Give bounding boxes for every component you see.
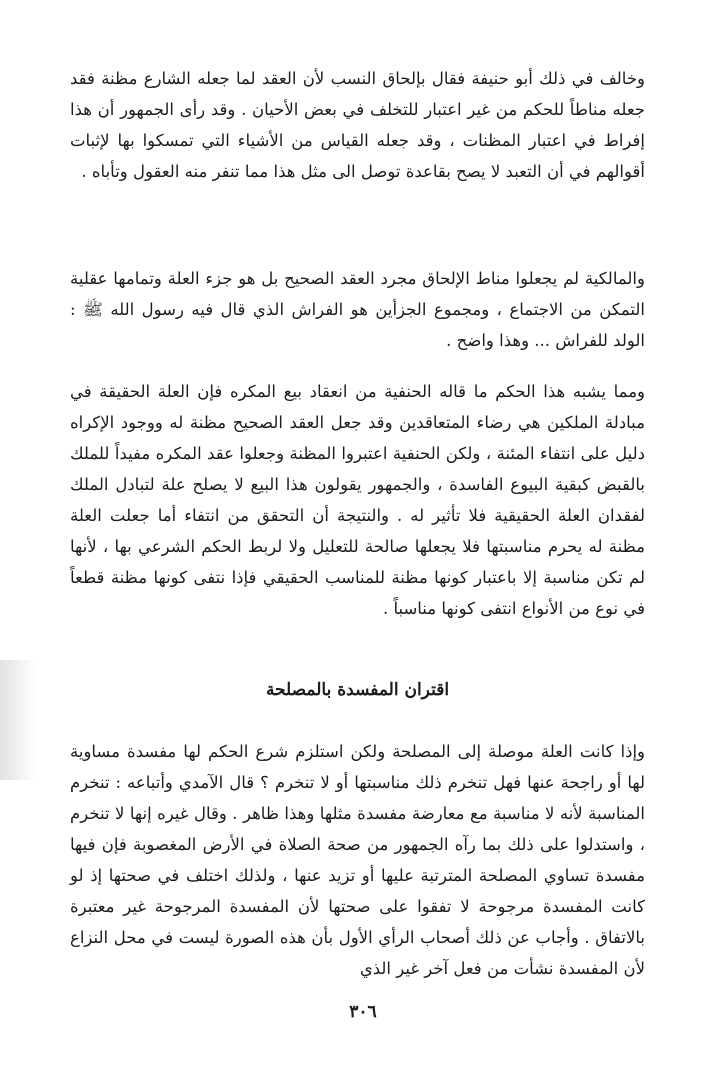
page-edge-shadow	[0, 660, 36, 780]
paragraph-1: وخالف في ذلك أبو حنيفة فقال بإلحاق النسب لأن العقد لما جعله الشارع مظنة فقد جعله مناطاً للحكم من غير اعتبار للتخلف في بعض الأحيان . وقد رأى الجمهور أن هذا إفراط في اعتبار المظنات ، وقد جعله القياس من الأشياء التي تمسكوا بها لإثبات أقوالهم في أن التعبد لا يصح بقاعدة توصل الى مثل هذا مما تنفر منه العقول وتأباه .	[70, 69, 645, 181]
paragraph-4: وإذا كانت العلة موصلة إلى المصلحة ولكن استلزم شرع الحكم لها مفسدة مساوية لها أو راجحة عنها فهل تنخرم ذلك مناسبتها أو لا تنخرم ؟ قال الآمدي وأتباعه : تنخرم المناسبة لأنه لا مناسبة مع معارضة مفسدة مثلها وهذا ظاهر . وقال غيره إنها لا تنخرم ، واستدلوا على ذلك بما رآه الجمهور من صحة الصلاة في الأرض المغصوبة فإن فيها مفسدة تساوي المصلحة المترتبة عليها أو تزيد عنها ، ولذلك اختلف في صحتها إذ لو كانت المفسدة مرجوحة لا تفقوا على صحتها لأن المفسدة المرجوحة غير معتبرة بالاتفاق . وأجاب عن ذلك أصحاب الرأي الأول بأن هذه الصورة ليست في محل النزاع لأن المفسدة نشأت من فعل آخر غير الذي	[70, 742, 645, 978]
section-heading: اقتران المفسدة بالمصلحة	[265, 680, 450, 700]
paragraph-2: والمالكية لم يجعلوا مناط الإلحاق مجرد العقد الصحيح بل هو جزء العلة وتمامها عقلية التمكن من الاجتماع ، ومجموع الجزأين هو الفراش الذي قال فيه رسول الله ﷺ : الولد للفراش ... وهذا واضح .	[70, 269, 645, 350]
page-number: ٣٠٦	[349, 1002, 377, 1022]
paragraph-3: ومما يشبه هذا الحكم ما قاله الحنفية من انعقاد بيع المكره فإن العلة الحقيقة في مبادلة الملكين هي رضاء المتعاقدين وقد جعل العقد الصحيح مظنة له ووجود الإكراه دليل على انتفاء المئنة ، ولكن الحنفية اعتبروا المظنة وجعلوا عقد المكره مفيداً للملك بالقبض كبقية البيوع الفاسدة ، والجمهور يقولون هذا البيع لا يصلح علة لتبادل الملك لفقدان العلة الحقيقية فلا تأثير له . والنتيجة أن التحقق من انتفاء أما جعلت العلة مظنة له يحرم مناسبتها فلا يجعلها صالحة للتعليل ولا لربط الحكم الشرعي بها ، لأنها لم تكن مناسبة إلا باعتبار كونها مظنة للمناسب الحقيقي فإذا نتفى كونها مظنة قطعاً في نوع من الأنواع انتفى كونها مناسباً .	[70, 382, 645, 618]
